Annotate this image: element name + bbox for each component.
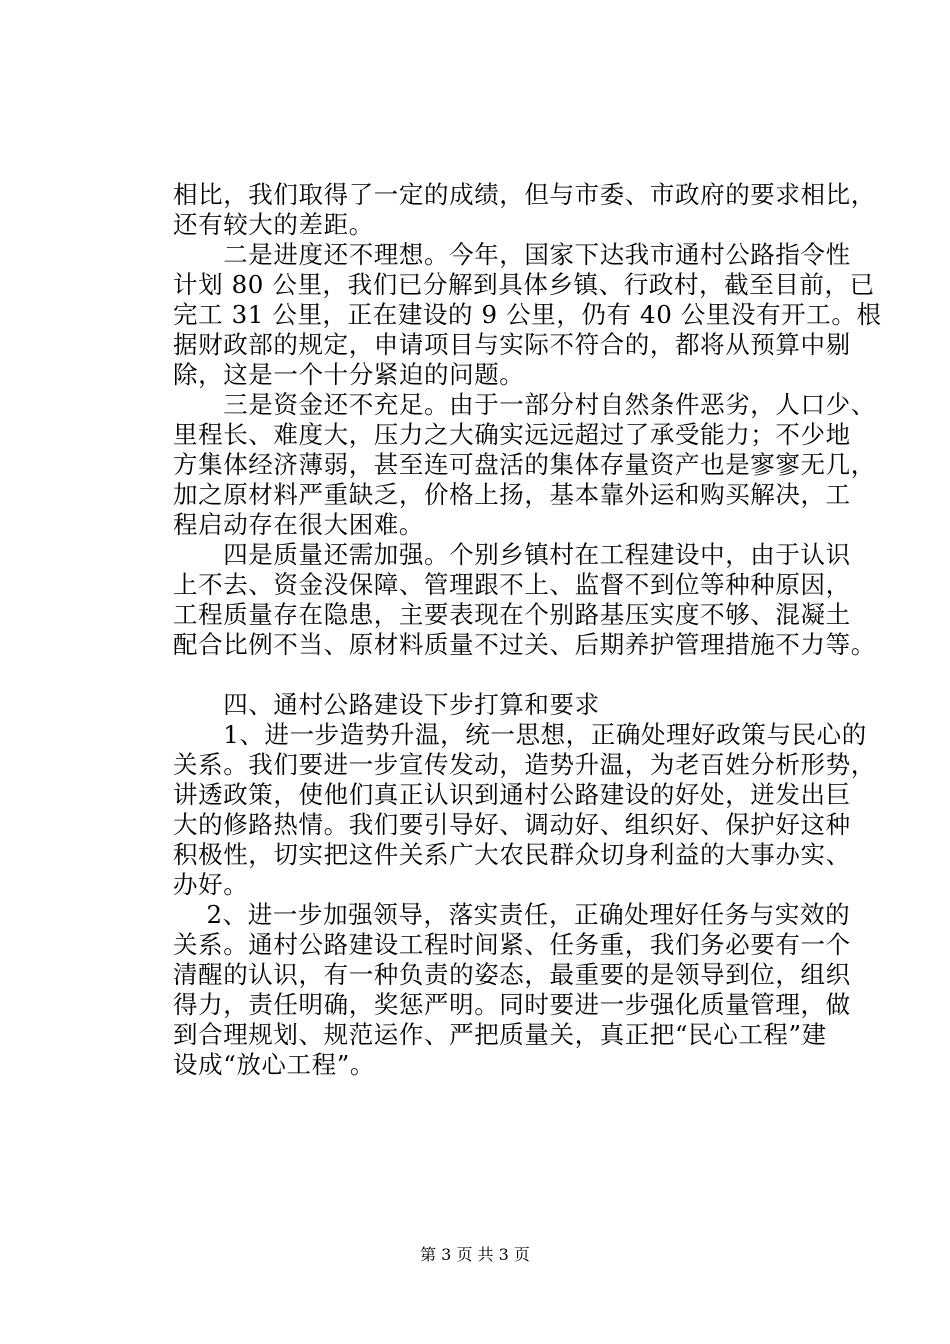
text-line: 关系。通村公路建设工程时间紧、任务重，我们务必要有一个 xyxy=(173,930,851,959)
text-line: 积极性，切实把这件关系广大农民群众切身利益的大事办实、 xyxy=(173,840,851,869)
text-line: 方集体经济薄弱，甚至连可盘活的集体存量资产也是寥寥无几， xyxy=(173,450,876,479)
text-line: 里程长、难度大，压力之大确实远远超过了承受能力；不少地 xyxy=(173,420,851,449)
text-line: 设成“放心工程”。 xyxy=(173,1050,375,1079)
text-line: 还有较大的差距。 xyxy=(173,210,374,239)
text-line: 二是进度还不理想。今年，国家下达我市通村公路指令性 xyxy=(173,240,851,269)
text-line: 工程质量存在隐患，主要表现在个别路基压实度不够、混凝土 xyxy=(173,600,851,629)
text-line: 讲透政策，使他们真正认识到通村公路建设的好处，迸发出巨 xyxy=(173,780,851,809)
text-line: 加之原材料严重缺乏，价格上扬，基本靠外运和购买解决，工 xyxy=(173,480,851,509)
text-line: 上不去、资金没保障、管理跟不上、监督不到位等种种原因， xyxy=(173,570,851,599)
section-heading: 四、通村公路建设下步打算和要求 xyxy=(173,690,600,719)
text-line: 程启动存在很大困难。 xyxy=(173,510,424,539)
text-line: 清醒的认识，有一种负责的姿态，最重要的是领导到位，组织 xyxy=(173,960,851,989)
text-line: 配合比例不当、原材料质量不过关、后期养护管理措施不力等。 xyxy=(173,630,876,659)
text-line: 四是质量还需加强。个别乡镇村在工程建设中，由于认识 xyxy=(173,540,851,569)
page-footer: 第 3 页 共 3 页 xyxy=(420,1245,530,1264)
text-line: 三是资金还不充足。由于一部分村自然条件恶劣，人口少、 xyxy=(173,390,876,419)
text-line: 办好。 xyxy=(173,870,249,899)
text-line: 据财政部的规定，申请项目与实际不符合的，都将从预算中剔 xyxy=(173,330,851,359)
text-line: 到合理规划、规范运作、严把质量关，真正把“民心工程”建 xyxy=(173,1020,827,1049)
text-line: 关系。我们要进一步宣传发动，造势升温，为老百姓分析形势， xyxy=(173,750,876,779)
text-line: 大的修路热情。我们要引导好、调动好、组织好、保护好这种 xyxy=(173,810,851,839)
text-line: 完工 31 公里，正在建设的 9 公里，仍有 40 公里没有开工。根 xyxy=(173,300,882,329)
text-line: 除，这是一个十分紧迫的问题。 xyxy=(173,360,525,389)
text-line: 1、进一步造势升温，统一思想，正确处理好政策与民心的 xyxy=(173,720,867,749)
text-line: 计划 80 公里，我们已分解到具体乡镇、行政村，截至目前，已 xyxy=(173,270,875,299)
text-line: 2、进一步加强领导，落实责任，正确处理好任务与实效的 xyxy=(173,900,851,929)
text-line: 相比，我们取得了一定的成绩，但与市委、市政府的要求相比， xyxy=(173,180,876,209)
text-line: 得力，责任明确，奖惩严明。同时要进一步强化质量管理，做 xyxy=(173,990,851,1019)
